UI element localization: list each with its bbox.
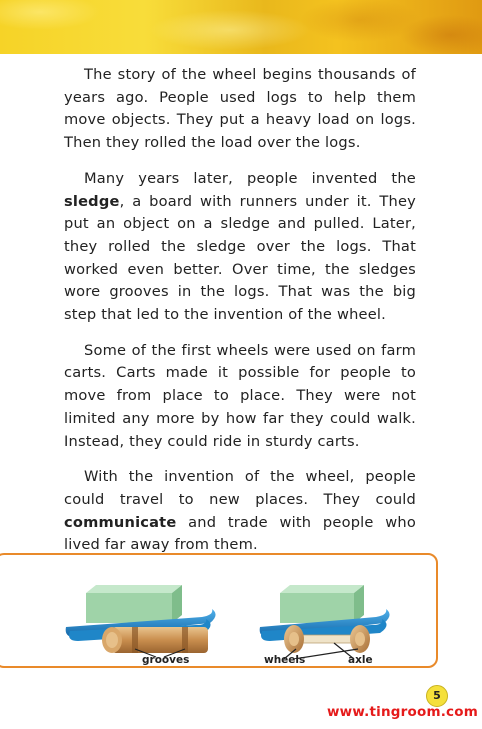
- caption-axle: axle: [348, 654, 373, 666]
- paragraph-3-text: Some of the first wheels were used on farm carts. Carts made it possible for people to move from place to place. They were not limited any more by how far they could walk. Instead, they could ride in sturdy carts.: [64, 341, 416, 450]
- caption-wheels: wheels: [264, 654, 306, 666]
- paragraph-2-text-a: Many years later, people invented the: [84, 169, 416, 187]
- top-banner-image: [0, 0, 482, 54]
- block-top: [86, 585, 182, 593]
- caption-grooves: grooves: [142, 654, 190, 666]
- illustration-box: [0, 553, 438, 668]
- paragraph-3: [64, 340, 416, 454]
- paragraph-1-text: The story of the wheel begins thousands of years ago. People used logs to help them move objects. They put a heavy load on logs. Then they rolled the load over the logs.: [64, 66, 416, 152]
- paragraph-2-text-b: , a board with runners under it. They put an object on a sledge and pulled. Later, they rolled the sledge over the logs. That worked even better. Over time, the sledges wore grooves in the logs. That was the big step that led to the invention of the wheel.: [64, 192, 416, 324]
- body-text: [64, 64, 416, 570]
- paragraph-1: [64, 64, 416, 155]
- page-number-badge: 5: [426, 685, 448, 707]
- paragraph-4: [64, 466, 416, 557]
- block-front: [86, 593, 172, 623]
- paragraph-2: [64, 168, 416, 327]
- paragraph-4-text-b: and trade with people who lived far away from them.: [64, 513, 416, 554]
- log: [112, 627, 208, 653]
- website-watermark: www.tingroom.com: [327, 704, 478, 720]
- sledge-on-wheels-illustration: [258, 579, 398, 659]
- sledge-on-log-illustration: [64, 579, 234, 659]
- paragraph-4-text-a: With the invention of the wheel, people could travel to new places. They could: [64, 468, 416, 508]
- term-sledge: sledge: [64, 192, 120, 210]
- term-communicate: communicate: [64, 513, 177, 531]
- block-front: [280, 593, 354, 623]
